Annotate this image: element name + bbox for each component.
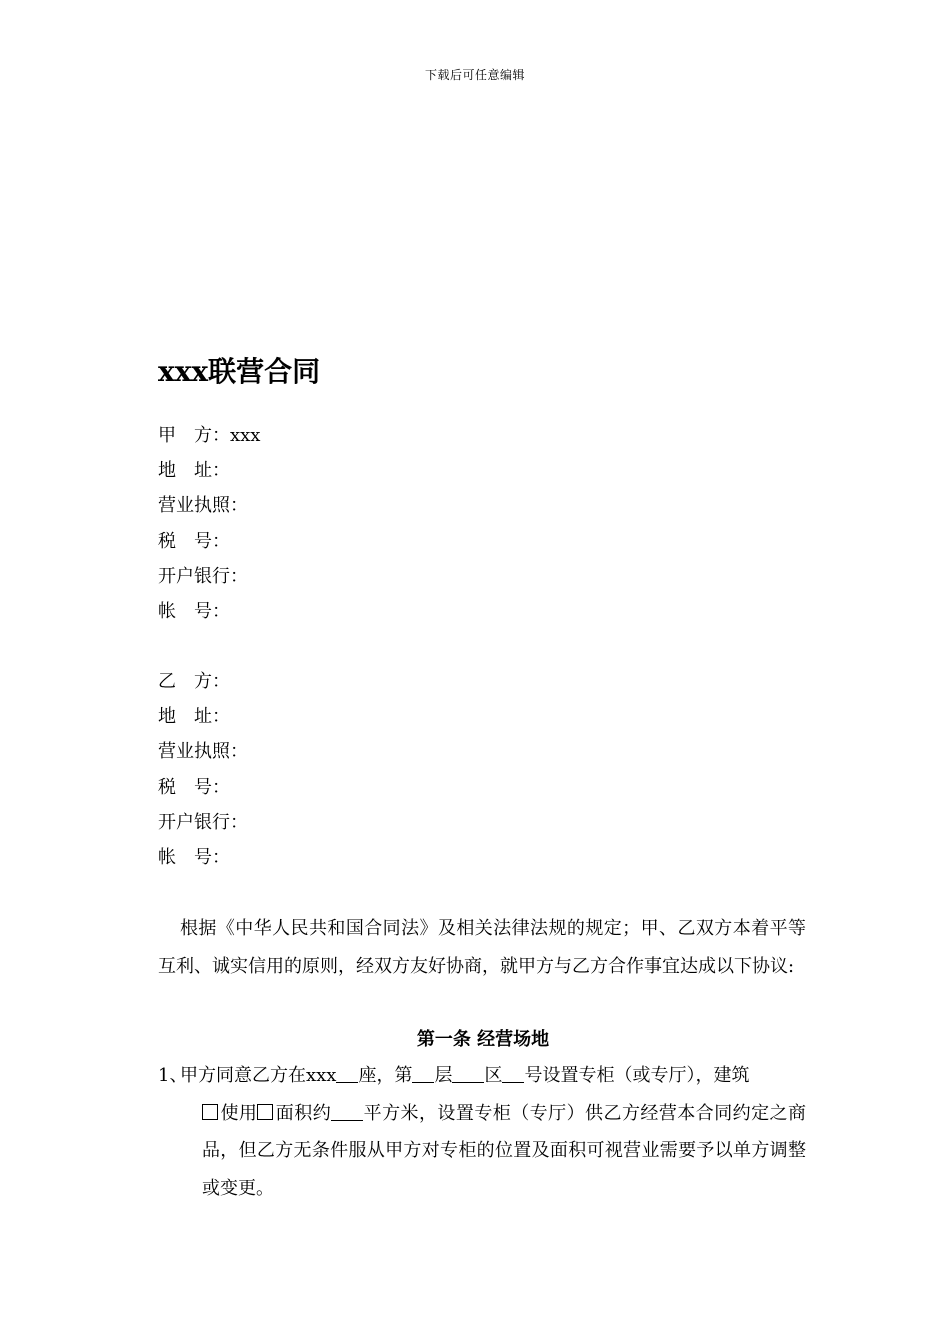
- party-a-bank: 开户银行：: [158, 565, 248, 587]
- party-a-license: 营业执照：: [158, 495, 248, 517]
- party-b-tax: 税 号：: [158, 776, 230, 798]
- article-1-title: 第一条 经营场地: [416, 1029, 550, 1050]
- contract-title: xxx联营合同: [158, 355, 321, 388]
- checkbox-building[interactable]: [202, 1104, 218, 1120]
- header-note: 下载后可任意编辑: [424, 68, 525, 82]
- clause-seg-7: 面积约: [275, 1102, 332, 1124]
- clause-seg-8: 平方米，设置专柜（专厅）供乙方经营本合同约定之商品，但乙方无条件服从甲方对专柜的位置及面积可视营业需要予以单方调整或变更。: [202, 1102, 807, 1199]
- clause-seg-6: 使用: [220, 1102, 258, 1124]
- party-b-address: 地 址：: [158, 706, 230, 728]
- clause-1: [158, 1057, 806, 1207]
- clause-seg-5: 号设置专柜（或专厅），建筑: [524, 1065, 750, 1086]
- preamble-paragraph: 根据《中华人民共和国合同法》及相关法律法规的规定；甲、乙双方本着平等互利、诚实信用的原则，经双方友好协商，就甲方与乙方合作事宜达成以下协议:: [158, 918, 806, 977]
- blank-building[interactable]: [336, 1062, 358, 1083]
- party-a-tax: 税 号：: [158, 530, 230, 552]
- blank-zone[interactable]: [452, 1062, 484, 1083]
- party-a-account: 帐 号：: [158, 600, 230, 622]
- clause-number: 1、: [158, 1065, 188, 1086]
- clause-seg-1: 甲方同意乙方在xxx: [180, 1065, 337, 1086]
- clause-seg-2: 座，第: [358, 1065, 413, 1086]
- clause-1-text: [180, 1057, 806, 1207]
- party-b-name: 乙 方：: [158, 671, 230, 692]
- clause-seg-3: 层: [434, 1065, 453, 1086]
- party-a-address: 地 址：: [158, 460, 230, 482]
- party-a-block: [158, 418, 260, 629]
- blank-area[interactable]: [331, 1100, 363, 1121]
- clause-seg-4: 区: [484, 1065, 503, 1086]
- party-b-license: 营业执照：: [158, 741, 248, 763]
- party-a-name: 甲 方：xxx: [158, 425, 261, 446]
- blank-floor[interactable]: [412, 1062, 434, 1083]
- party-b-block: [158, 664, 248, 875]
- blank-number[interactable]: [502, 1062, 524, 1083]
- checkbox-usage[interactable]: [257, 1104, 273, 1120]
- party-b-bank: 开户银行：: [158, 811, 248, 833]
- party-b-account: 帐 号：: [158, 846, 230, 868]
